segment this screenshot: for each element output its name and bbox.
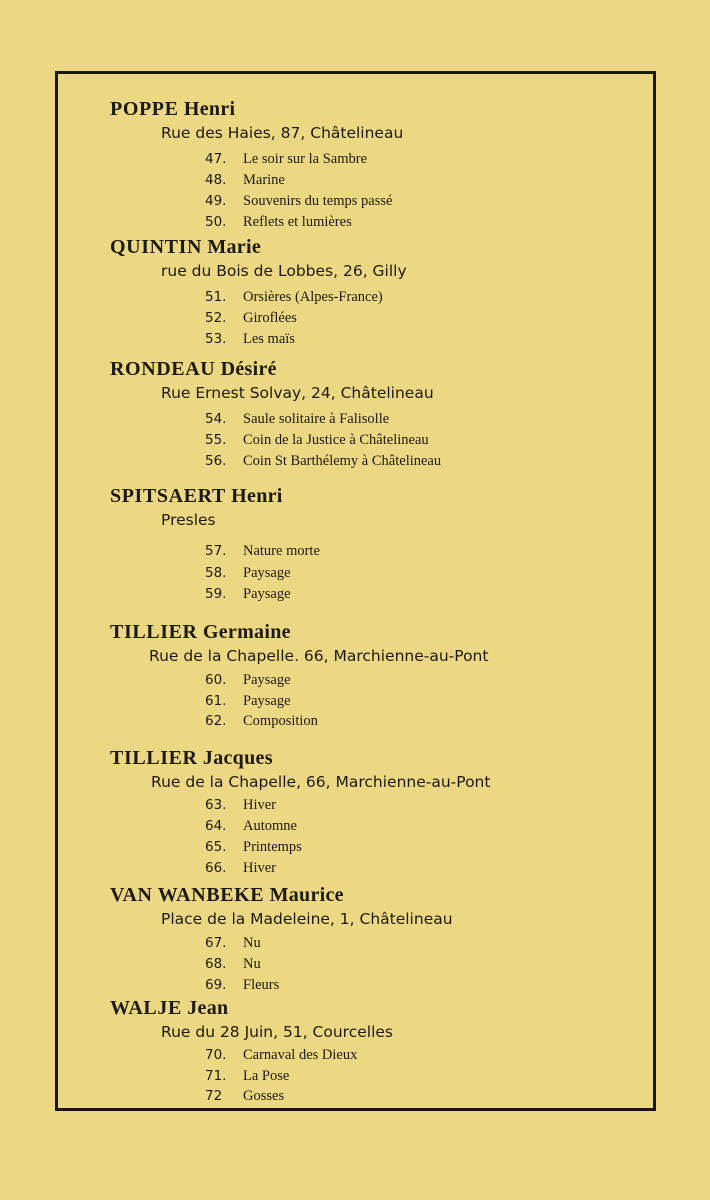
work-item [205, 693, 291, 710]
artist-surname: TILLIER [110, 747, 198, 769]
work-number: 64. [205, 818, 227, 834]
work-number: 55. [205, 432, 227, 448]
work-item [205, 586, 291, 603]
work-title: Paysage [243, 565, 291, 581]
work-title: Composition [243, 713, 318, 729]
artist-firstname: Désiré [220, 358, 277, 380]
work-title: Hiver [243, 860, 277, 876]
work-item [205, 214, 352, 231]
work-number: 48. [205, 172, 227, 188]
work-title: Coin de la Justice à Châtelineau [243, 432, 429, 448]
work-item [205, 543, 320, 560]
artist-firstname: Marie [207, 236, 261, 258]
work-number: 71. [205, 1068, 227, 1084]
work-title: Automne [243, 818, 297, 834]
work-title: Le soir sur la Sambre [243, 151, 368, 167]
artist-surname: SPITSAERT [110, 485, 226, 507]
artist-firstname: Jacques [202, 747, 273, 769]
artist-address: Rue de la Chapelle. 66, Marchienne-au-Pont [149, 647, 489, 665]
work-item [205, 172, 285, 189]
work-item [205, 1068, 289, 1085]
work-number: 50. [205, 214, 227, 230]
artist-surname: WALJE [110, 997, 182, 1019]
work-number: 67. [205, 935, 227, 951]
work-title: Marine [243, 172, 285, 188]
artist-firstname: Maurice [269, 884, 344, 906]
artist-surname: VAN WANBEKE [110, 884, 265, 906]
artist-address: rue du Bois de Lobbes, 26, Gilly [161, 262, 407, 280]
work-item [205, 331, 295, 348]
work-item [205, 1047, 357, 1064]
work-title: Nu [243, 935, 261, 951]
work-item [205, 977, 279, 994]
work-item [205, 565, 291, 582]
artist-address: Rue de la Chapelle, 66, Marchienne-au-Pont [151, 773, 491, 791]
work-title: Gosses [243, 1088, 285, 1104]
work-title: Souvenirs du temps passé [243, 193, 393, 209]
artist-address: Place de la Madeleine, 1, Châtelineau [161, 910, 453, 928]
work-number: 68. [205, 956, 227, 972]
work-number: 52. [205, 310, 227, 326]
artist-name [110, 485, 283, 508]
artist-name [110, 884, 344, 907]
work-number: 65. [205, 839, 227, 855]
work-item [205, 860, 276, 877]
work-item [205, 839, 302, 856]
work-number: 63. [205, 797, 227, 813]
work-title: Giroflées [243, 310, 297, 326]
work-title: Printemps [243, 839, 302, 855]
work-title: Nature morte [243, 543, 320, 559]
work-number: 53. [205, 331, 227, 347]
work-item [205, 289, 383, 306]
work-title: Hiver [243, 797, 277, 813]
work-title: Coin St Barthélemy à Châtelineau [243, 453, 442, 469]
work-item [205, 151, 367, 168]
work-number: 62. [205, 713, 227, 729]
work-number: 69. [205, 977, 227, 993]
work-number: 60. [205, 672, 227, 688]
artist-name [110, 997, 228, 1020]
work-item [205, 797, 276, 814]
artist-name [110, 98, 235, 121]
work-number: 56. [205, 453, 227, 469]
artist-firstname: Henri [231, 485, 283, 507]
work-item [205, 411, 389, 428]
artist-firstname: Germaine [202, 621, 291, 643]
work-title: Les maïs [243, 331, 295, 347]
work-title: Carnaval des Dieux [243, 1047, 358, 1063]
artist-address: Presles [161, 511, 216, 529]
work-item [205, 956, 261, 973]
work-title: Paysage [243, 672, 291, 688]
work-item [205, 432, 429, 449]
work-number: 49. [205, 193, 227, 209]
work-number: 58. [205, 565, 227, 581]
artist-address: Rue Ernest Solvay, 24, Châtelineau [161, 384, 434, 402]
artist-address: Rue des Haies, 87, Châtelineau [161, 124, 404, 142]
work-number: 51. [205, 289, 227, 305]
work-title: La Pose [243, 1068, 290, 1084]
work-number: 54. [205, 411, 227, 427]
artist-surname: TILLIER [110, 621, 198, 643]
artist-surname: QUINTIN [110, 236, 202, 258]
artist-surname: POPPE [110, 98, 179, 120]
work-number: 72 [205, 1088, 223, 1104]
work-title: Paysage [243, 693, 291, 709]
artist-firstname: Henri [183, 98, 236, 120]
work-item [205, 1088, 284, 1105]
work-item [205, 713, 318, 730]
work-number: 61. [205, 693, 227, 709]
artist-name [110, 358, 277, 381]
work-number: 70. [205, 1047, 227, 1063]
artist-address: Rue du 28 Juin, 51, Courcelles [161, 1023, 394, 1041]
work-title: Nu [243, 956, 261, 972]
work-title: Orsières (Alpes-France) [243, 289, 383, 305]
work-title: Reflets et lumières [243, 214, 352, 230]
artist-name [110, 236, 261, 259]
work-item [205, 193, 392, 210]
work-number: 57. [205, 543, 227, 559]
work-number: 66. [205, 860, 227, 876]
work-item [205, 672, 291, 689]
artist-name [110, 747, 273, 770]
work-title: Paysage [243, 586, 291, 602]
work-item [205, 310, 297, 327]
work-item [205, 935, 261, 952]
work-item [205, 818, 297, 835]
work-item [205, 453, 441, 470]
work-title: Saule solitaire à Falisolle [243, 411, 390, 427]
work-number: 59. [205, 586, 227, 602]
work-number: 47. [205, 151, 227, 167]
artist-name [110, 621, 291, 644]
artist-firstname: Jean [187, 997, 229, 1019]
catalogue-frame [55, 71, 656, 1111]
artist-surname: RONDEAU [110, 358, 216, 380]
work-title: Fleurs [243, 977, 280, 993]
